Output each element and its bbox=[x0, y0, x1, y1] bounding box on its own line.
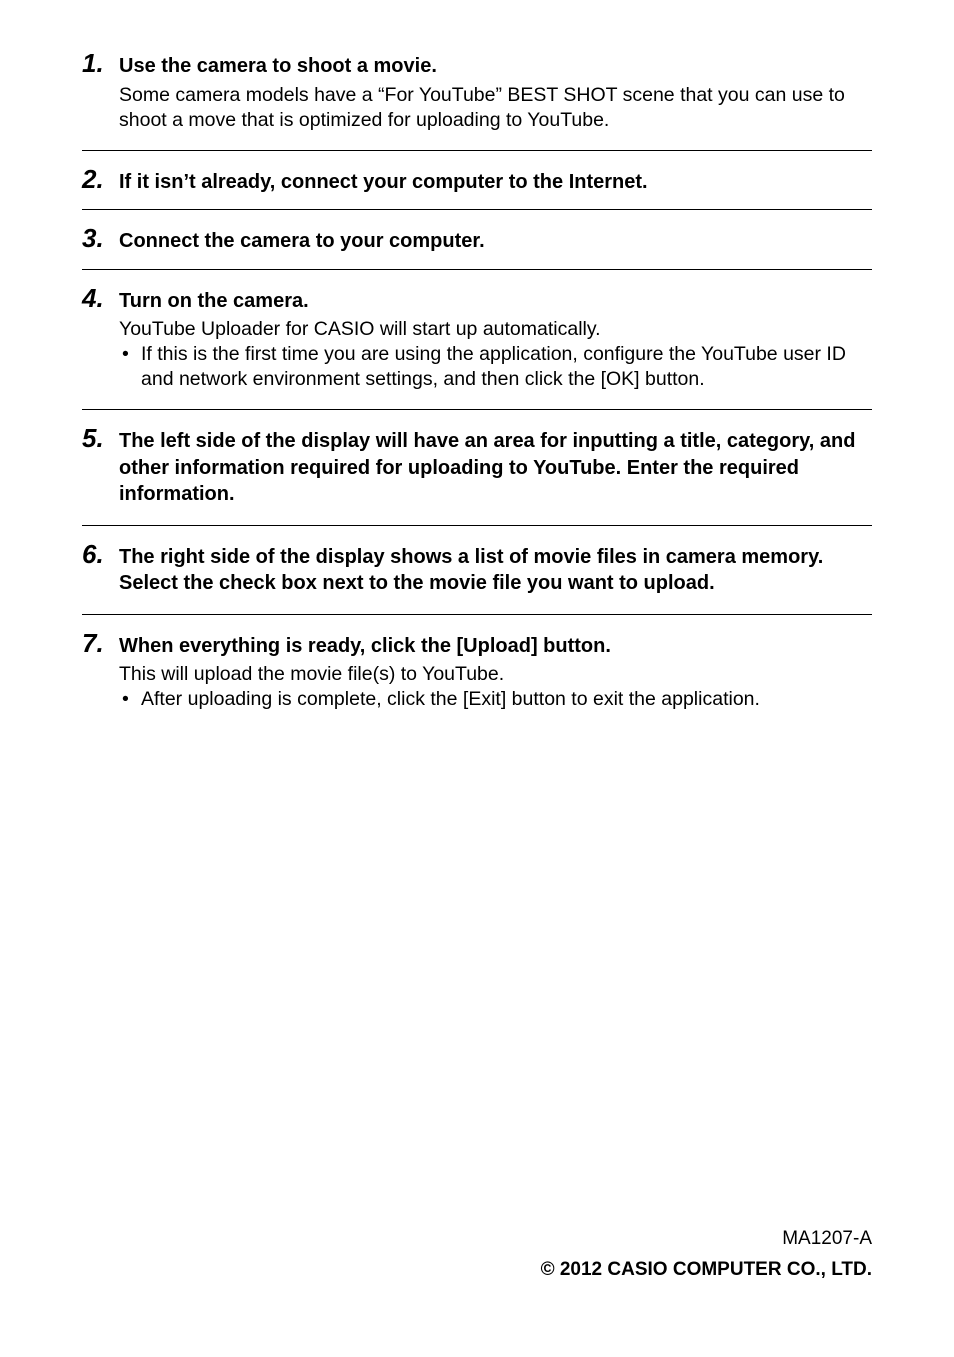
instruction-steps bbox=[82, 48, 872, 742]
step-3 bbox=[82, 223, 872, 270]
step-title: Connect the camera to your computer. bbox=[119, 230, 485, 252]
step-title: Turn on the camera. bbox=[119, 289, 309, 312]
step-title: The right side of the display shows a list of movie files in camera memory. Select the check box next to the movie file you want to upload. bbox=[119, 545, 824, 594]
step-number: 6. bbox=[82, 538, 104, 569]
step-title: If it isn’t already, connect your computer to the Internet. bbox=[119, 170, 648, 193]
step-7 bbox=[82, 628, 872, 730]
step-number: 1. bbox=[82, 48, 104, 78]
step-number: 7. bbox=[82, 627, 104, 658]
bullet-dot: • bbox=[122, 343, 129, 365]
step-number: 4. bbox=[82, 282, 104, 313]
bullet-dot: • bbox=[122, 688, 129, 710]
document-code: MA1207-A bbox=[782, 1228, 872, 1249]
step-title: Use the camera to shoot a movie. bbox=[119, 55, 437, 77]
step-5 bbox=[82, 423, 872, 526]
bullet-text: If this is the first time you are using the application, configure the YouTube user ID and network environment settings, and then click the [OK] button. bbox=[141, 343, 846, 390]
copyright-notice: © 2012 CASIO COMPUTER CO., LTD. bbox=[540, 1259, 872, 1280]
step-description: YouTube Uploader for CASIO will start up automatically. bbox=[119, 318, 601, 340]
step-title: When everything is ready, click the [Upload] button. bbox=[119, 634, 611, 657]
step-2 bbox=[82, 164, 872, 211]
step-number: 3. bbox=[82, 223, 104, 253]
step-bullet bbox=[119, 687, 872, 712]
step-number: 2. bbox=[82, 163, 104, 194]
step-number: 5. bbox=[82, 423, 104, 453]
step-bullet bbox=[119, 342, 872, 392]
step-4 bbox=[82, 283, 872, 411]
step-description: Some camera models have a “For YouTube” BEST SHOT scene that you can use to shoot a move that is optimized for uploading to YouTube. bbox=[119, 83, 845, 131]
bullet-text: After uploading is complete, click the [Exit] button to exit the application. bbox=[141, 688, 760, 710]
step-description: This will upload the movie file(s) to YouTube. bbox=[119, 663, 505, 685]
step-1 bbox=[82, 48, 872, 151]
step-6 bbox=[82, 539, 872, 615]
step-title: The left side of the display will have an area for inputting a title, category, and other information required for uploading to YouTube. Enter the required information. bbox=[119, 430, 856, 505]
